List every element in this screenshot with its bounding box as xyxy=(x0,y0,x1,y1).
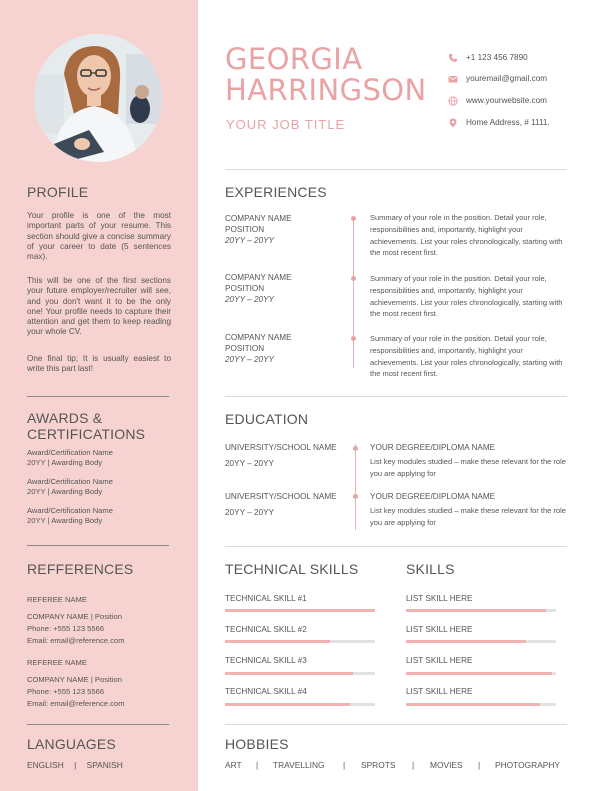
reference-item xyxy=(27,594,125,647)
profile-heading: PROFILE xyxy=(27,184,89,200)
main-divider xyxy=(225,396,567,397)
experience-company: COMPANY NAME xyxy=(225,273,292,282)
separator: | xyxy=(412,760,415,770)
experience-dates: 20YY – 20YY xyxy=(225,355,275,364)
skill-bar-fill xyxy=(406,609,546,612)
phone-icon xyxy=(448,53,458,63)
skill-bar xyxy=(406,703,556,706)
hobby-item: ART xyxy=(225,760,242,770)
location-icon xyxy=(448,118,458,128)
referee-phone: Phone: +555 123 5566 xyxy=(27,624,105,633)
technical-skills-heading: TECHNICAL SKILLS xyxy=(225,561,359,577)
profile-paragraph-2: This will be one of the first sections your future employer/recruiter will see, and you don't want it to be the only one! Your profile needs to capture their attention and get them to keep reading your whole CV. xyxy=(27,276,171,337)
experience-summary: Summary of your role in the position. Detail your role, responsibilities and, importantly, highlight your achievements. List your roles chronologically, starting with the most recent first. xyxy=(370,334,563,379)
experience-company: COMPANY NAME xyxy=(225,333,292,342)
profile-paragraph-1: Your profile is one of the most important parts of your resume. This section should give a concise summary of your career to date (5 sentences max). xyxy=(27,211,171,262)
skill-bar-fill xyxy=(406,640,526,643)
experience-summary: Summary of your role in the position. Detail your role, responsibilities and, importantly, highlight your achievements. List your roles chronologically, starting with the most recent first. xyxy=(370,274,563,319)
sidebar xyxy=(0,0,198,791)
separator: | xyxy=(343,760,346,770)
skill-label: LIST SKILL HERE xyxy=(406,656,473,665)
technical-skill-label: TECHNICAL SKILL #3 xyxy=(225,656,307,665)
sidebar-divider xyxy=(27,545,169,546)
experience-position: POSITION xyxy=(225,225,265,234)
referee-company: COMPANY NAME | Position xyxy=(27,612,122,621)
referee-company: COMPANY NAME | Position xyxy=(27,675,122,684)
references-heading: REFFERENCES xyxy=(27,561,134,577)
education-timeline xyxy=(355,444,356,530)
referee-name: REFEREE NAME xyxy=(27,658,87,667)
education-heading: EDUCATION xyxy=(225,411,309,427)
language-item: ENGLISH xyxy=(27,760,64,770)
job-title: YOUR JOB TITLE xyxy=(226,117,346,132)
profile-paragraph-3: One final tip; It is usually easiest to write this part last! xyxy=(27,354,171,374)
skill-bar xyxy=(406,640,556,643)
experiences-heading: EXPERIENCES xyxy=(225,184,327,200)
skill-bar-fill xyxy=(225,672,353,675)
portrait-image xyxy=(34,34,162,162)
separator: | xyxy=(256,760,259,770)
timeline-dot xyxy=(353,446,358,451)
experience-timeline xyxy=(353,216,354,368)
skill-label: LIST SKILL HERE xyxy=(406,594,473,603)
awards-heading: AWARDS & CERTIFICATIONS xyxy=(27,410,146,442)
separator: | xyxy=(478,760,481,770)
technical-skill-bar xyxy=(225,672,375,675)
education-modules: List key modules studied – make these relevant for the role you are applying for xyxy=(370,457,566,478)
languages-list xyxy=(27,761,123,771)
timeline-dot xyxy=(351,216,356,221)
education-school: UNIVERSITY/SCHOOL NAME xyxy=(225,443,337,452)
award-item: Award/Certification Name 20YY | Awarding Body xyxy=(27,506,113,525)
technical-skill-label: TECHNICAL SKILL #2 xyxy=(225,625,307,634)
skill-bar-fill xyxy=(406,672,552,675)
referee-name: REFEREE NAME xyxy=(27,595,87,604)
timeline-dot xyxy=(353,494,358,499)
languages-heading: LANGUAGES xyxy=(27,736,116,752)
timeline-dot xyxy=(351,276,356,281)
technical-skill-label: TECHNICAL SKILL #4 xyxy=(225,687,307,696)
experience-dates: 20YY – 20YY xyxy=(225,295,275,304)
skill-bar xyxy=(406,609,556,612)
experience-position: POSITION xyxy=(225,284,265,293)
language-item: SPANISH xyxy=(86,760,123,770)
education-school: UNIVERSITY/SCHOOL NAME xyxy=(225,492,337,501)
education-degree: YOUR DEGREE/DIPLOMA NAME xyxy=(370,492,496,501)
skill-bar-fill xyxy=(406,703,540,706)
skill-label: LIST SKILL HERE xyxy=(406,625,473,634)
technical-skill-label: TECHNICAL SKILL #1 xyxy=(225,594,307,603)
referee-phone: Phone: +555 123 5566 xyxy=(27,687,105,696)
main-divider xyxy=(225,546,567,547)
globe-icon xyxy=(448,96,458,106)
hobby-item: TRAVELLING xyxy=(273,760,325,770)
hobby-item: PHOTOGRAPHY xyxy=(495,760,560,770)
award-item: Award/Certification Name 20YY | Awarding Body xyxy=(27,477,113,496)
main-divider xyxy=(225,169,567,170)
experience-position: POSITION xyxy=(225,344,265,353)
hobbies-heading: HOBBIES xyxy=(225,736,289,752)
timeline-dot xyxy=(351,336,356,341)
candidate-name: GEORGIA HARRINGSON xyxy=(225,42,427,107)
experience-dates: 20YY – 20YY xyxy=(225,236,275,245)
technical-skill-bar xyxy=(225,640,375,643)
experience-summary: Summary of your role in the position. Detail your role, responsibilities and, importantly, highlight your achievements. List your roles chronologically, starting with the most recent first. xyxy=(370,213,563,258)
skill-bar-fill xyxy=(225,609,375,612)
hobby-item: MOVIES xyxy=(430,760,463,770)
experience-company: COMPANY NAME xyxy=(225,214,292,223)
award-item: Award/Certification Name 20YY | Awarding Body xyxy=(27,448,113,467)
skills-heading: SKILLS xyxy=(406,561,455,577)
skill-label: LIST SKILL HERE xyxy=(406,687,473,696)
main-content: GEORGIA HARRINGSON YOUR JOB TITLE +1 123 456 7890 youremail@gmail.com www.yourwebsite.com Home Address, # 1111. EXPERIENCES COMPANY NAME POSITION 20YY – 20YY Summary of your role in the position. Detail your role, responsibilities and, importantly, highlight your achievements. List your roles chronologically, starting with the most recent first. COMPANY NAME POSITION 20YY – 20YY Summary of your role in the position. Detail your role, responsibilities and, importantly, highlight your achievements. List your roles chronologically, starting with the most recent first. COMPANY NAME POSITION 20YY – 20YY Summary of your role in the position. Detail your role, responsibilities and, importantly, highlight your achievements. List your roles chronologically, starting with the most recent first. EDUCATION UNIVERSITY/SCHOOL NAME 20YY – 20YY YOUR DEGREE/DIPLOMA NAME List key modules studied – make these relevant for the role you are applying for UNIVERSITY/SCHOOL NAME 20YY – 20YY YOUR DEGREE/DIPLOMA NAME List key modules studied – make these relevant for the role you are applying for TECHNICAL SKILLS TECHNICAL SKILL #1 TECHNICAL SKILL #2 TECHNICAL SKILL #3 TECHNICAL SKILL #4 SKILLS LIST SKILL HERE LIST SKILL HERE LIST SKILL HERE LIST SKILL HERE HOBBIES ART | TRAVELLING | SPROTS | MOVIES | PHOTOGRAPHY xyxy=(198,0,611,791)
referee-email: Email: email@reference.com xyxy=(27,699,125,708)
referee-email: Email: email@reference.com xyxy=(27,636,125,645)
main-divider xyxy=(225,724,567,725)
profile-photo xyxy=(34,34,162,162)
education-modules: List key modules studied – make these relevant for the role you are applying for xyxy=(370,506,566,527)
education-dates: 20YY – 20YY xyxy=(225,508,275,517)
sidebar-divider xyxy=(27,724,169,725)
education-dates: 20YY – 20YY xyxy=(225,459,275,468)
technical-skill-bar xyxy=(225,609,375,612)
skill-bar-fill xyxy=(225,703,350,706)
separator: | xyxy=(74,760,77,770)
education-degree: YOUR DEGREE/DIPLOMA NAME xyxy=(370,443,496,452)
reference-item xyxy=(27,657,125,710)
sidebar-divider xyxy=(27,396,169,397)
hobby-item: SPROTS xyxy=(361,760,396,770)
skill-bar xyxy=(406,672,556,675)
email-icon xyxy=(448,74,458,84)
technical-skill-bar xyxy=(225,703,375,706)
skill-bar-fill xyxy=(225,640,330,643)
